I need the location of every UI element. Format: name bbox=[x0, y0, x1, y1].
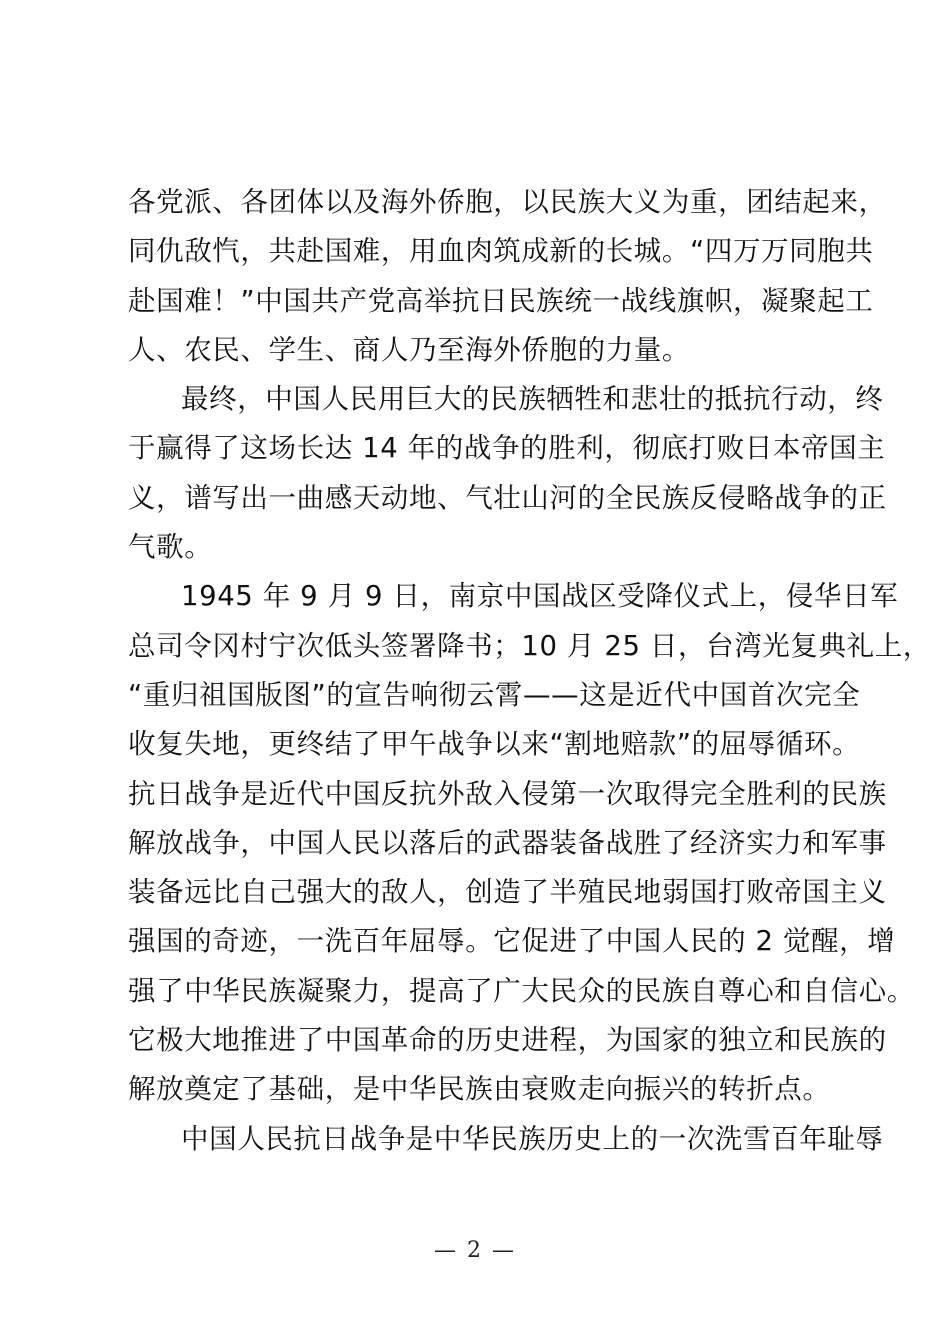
text-line: 装备远比自己强大的敌人，创造了半殖民地弱国打败帝国主义 bbox=[128, 876, 887, 909]
paragraph-first-line: 最终，中国人民用巨大的民族牺牲和悲壮的抵抗行动，终 bbox=[181, 383, 884, 416]
text-line: 各党派、各团体以及海外侨胞，以民族大义为重，团结起来， bbox=[128, 186, 887, 218]
text-line: 强了中华民族凝聚力，提高了广大民众的民族自尊心和自信心。 bbox=[128, 974, 915, 1007]
text-line: 强国的奇迹，一洗百年屈辱。它促进了中国人民的 2 觉醒，增 bbox=[128, 925, 896, 958]
text-line: 气歌。 bbox=[128, 531, 213, 564]
text-line: 它极大地推进了中国革命的历史进程，为国家的独立和民族的 bbox=[128, 1024, 887, 1057]
text-line: 总司令冈村宁次低头签署降书；10 月 25 日，台湾光复典礼上， bbox=[128, 629, 931, 662]
text-line: 赴国难！”中国共产党高举抗日民族统一战线旗帜，凝聚起工 bbox=[128, 284, 874, 317]
paragraph-first-line: 1945 年 9 月 9 日，南京中国战区受降仪式上，侵华日军 bbox=[181, 580, 899, 613]
text-line: 同仇敌忾，共赴国难，用血肉筑成新的长城。“四万万同胞共 bbox=[128, 235, 874, 268]
text-line: 义，谱写出一曲感天动地、气壮山河的全民族反侵略战争的正 bbox=[128, 481, 887, 514]
text-line: 解放奠定了基础，是中华民族由衰败走向振兴的转折点。 bbox=[128, 1073, 831, 1106]
body-text bbox=[128, 178, 931, 1164]
text-line: 解放战争，中国人民以落后的武器装备战胜了经济实力和军事 bbox=[128, 826, 887, 859]
text-line: 人、农民、学生、商人乃至海外侨胞的力量。 bbox=[128, 333, 690, 366]
page-number: — 2 — bbox=[434, 1238, 516, 1263]
paragraph-first-line: 中国人民抗日战争是中华民族历史上的一次洗雪百年耻辱 bbox=[181, 1122, 884, 1155]
text-line: 抗日战争是近代中国反抗外敌入侵第一次取得完全胜利的民族 bbox=[128, 777, 887, 810]
text-line: 收复失地，更终结了甲午战争以来“割地赔款”的屈辱循环。 bbox=[128, 728, 861, 761]
text-line: “重归祖国版图”的宣告响彻云霄——这是近代中国首次完全 bbox=[128, 678, 861, 711]
text-line: 于赢得了这场长达 14 年的战争的胜利，彻底打败日本帝国主 bbox=[128, 432, 886, 465]
